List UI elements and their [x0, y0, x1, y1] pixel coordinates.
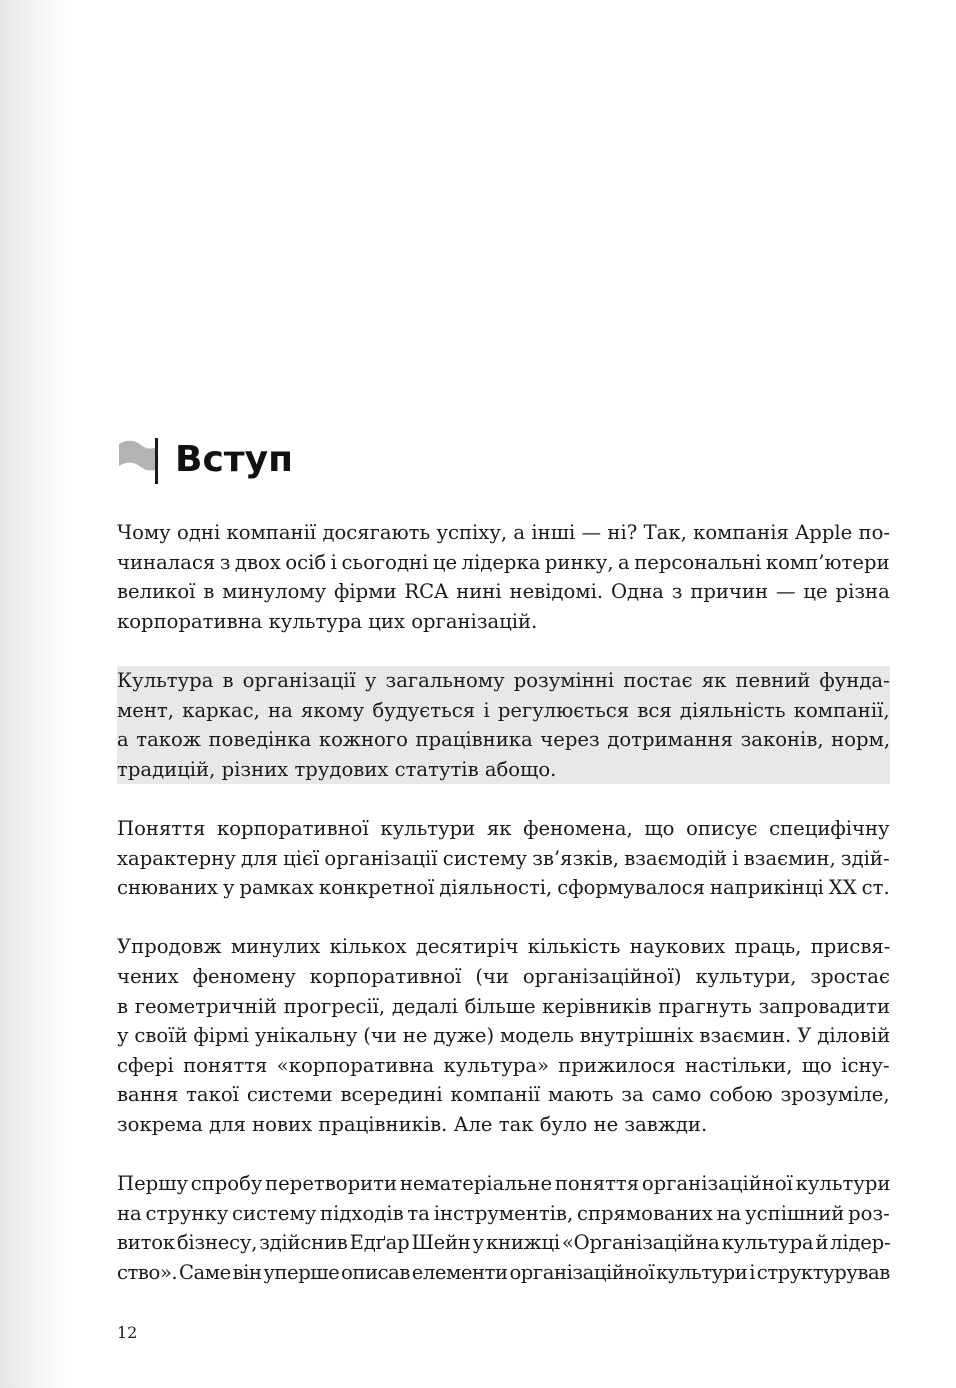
text-line: чиналася з двох осіб і сьогодні це лідерка ринку, а персональні комп’ютери [117, 550, 890, 574]
paragraph-3 [117, 814, 890, 903]
text-line: Упродовж минулих кількох десятиріч кількість наукових праць, присвя- [117, 935, 891, 959]
text-line: на струнку систему підходів та інструментів, спрямованих на успішний роз- [117, 1201, 890, 1225]
text-line: а також поведінка кожного працівника через дотримання законів, норм, [117, 728, 891, 752]
text-line: снюваних у рамках конкретної діяльності, сформувалося наприкінці ХХ ст. [117, 876, 890, 900]
flag-icon [117, 436, 159, 484]
text-line: вання такої системи всередині компанії мають за само собою зрозуміле, [117, 1083, 890, 1107]
text-line: мент, каркас, на якому будується і регулюється вся діяльність компанії, [117, 698, 890, 722]
text-line: Чому одні компанії досягають успіху, а інші — ні? Так, компанія Apple по- [117, 521, 891, 544]
text-line: Першу спробу перетворити нематеріальне поняття організаційної культури [117, 1172, 891, 1196]
text-line: зокрема для нових працівників. Але так було не завжди. [117, 1112, 708, 1136]
text-line: у своїй фірмі унікальну (чи не дуже) модель внутрішніх взаємин. У діловій [117, 1024, 891, 1048]
paragraph-4 [117, 932, 890, 1139]
paragraph-5 [117, 1169, 890, 1287]
text-line: Поняття корпоративної культури як феномена, що описує специфічну [117, 816, 890, 840]
text-line: в геометричній прогресії, дедалі більше керівників прагнуть запровадити [117, 994, 891, 1018]
page-title: Вступ [175, 439, 293, 480]
paragraph-1 [117, 518, 890, 636]
body-text [117, 518, 890, 1317]
text-line: Культура в організації у загальному розумінні постає як певний фунда- [117, 668, 890, 692]
text-line: виток бізнесу, здійснив Едґар Шейн у книжці «Організаційна культура й лідер- [117, 1231, 891, 1255]
text-line: традицій, різних трудових статутів абощо. [117, 757, 557, 781]
text-line: чених феномену корпоративної (чи організаційної) культури, зростає [117, 964, 890, 988]
page-spine-shadow [0, 0, 70, 1388]
chapter-heading [117, 436, 293, 484]
text-line: ство». Саме він уперше описав елементи організаційної культури і структурував [117, 1260, 890, 1284]
paragraph-2-highlighted [117, 666, 890, 784]
page-number: 12 [117, 1323, 138, 1342]
text-line: великої в минулому фірми RCA нині невідомі. Одна з причин — це різна [117, 580, 890, 604]
text-line: сфері поняття «корпоративна культура» прижилося настільки, що існу- [117, 1053, 890, 1077]
text-line: корпоративна культура цих організацій. [117, 609, 538, 633]
text-line: характерну для цієї організації систему зв’язків, взаємодій і взаємин, здій- [117, 846, 890, 870]
